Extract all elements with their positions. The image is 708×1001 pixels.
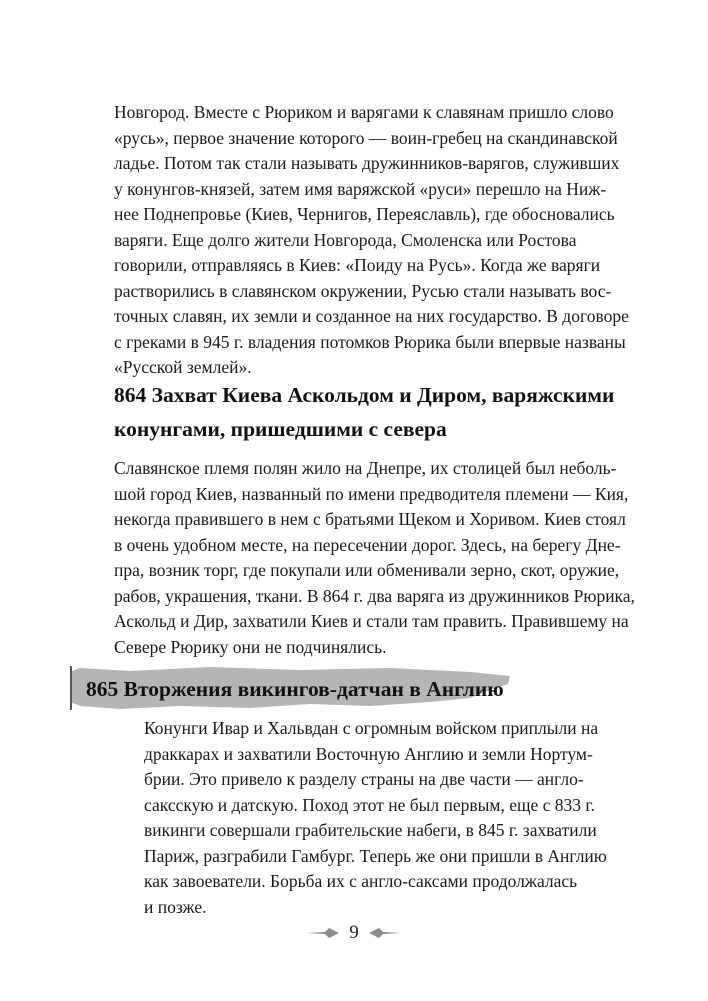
- section-864-paragraph: [114, 456, 635, 660]
- text-line: Новгород. Вместе с Рюриком и варягами к славянам пришло слово: [114, 102, 614, 122]
- text-line: саксскую и датскую. Поход этот не был первым, еще с 833 г.: [144, 794, 595, 815]
- intro-paragraph: [114, 100, 629, 381]
- text-line: Севере Рюрику они не подчинялись.: [114, 636, 387, 657]
- text-line: викинги совершали грабительские набеги, в 845 г. захватили: [144, 820, 597, 840]
- text-line: Конунги Ивар и Хальвдан с огромным войском приплыли на: [144, 718, 599, 738]
- text-line: «Русской землей».: [114, 357, 252, 377]
- right-ornament-icon: [369, 927, 401, 939]
- text-line: шой город Киев, названный по имени предводителя племени — Кия,: [114, 483, 629, 504]
- text-line: в очень удобном месте, на пересечении дорог. Здесь, на берегу Дне-: [114, 534, 621, 555]
- text-line: растворились в славянском окружении, Русью стали называть вос-: [114, 280, 612, 301]
- text-line: Аскольд и Дир, захватили Киев и стали там править. Правившему на: [114, 611, 629, 631]
- section-heading-864: [114, 378, 614, 446]
- section-heading-865-text: 865 Вторжения викингов-датчан в Англию: [86, 677, 504, 701]
- text-line: рабов, украшения, ткани. В 864 г. два варяга из дружинников Рюрика,: [114, 585, 635, 606]
- text-line: ладье. Потом так стали называть дружинников-варягов, служивших: [114, 153, 620, 173]
- text-line: драккарах и захватили Восточную Англию и земли Нортум-: [144, 743, 593, 764]
- text-line: и позже.: [144, 896, 207, 917]
- page-number: 9: [349, 922, 359, 943]
- text-line: Париж, разграбили Гамбург. Теперь же они пришли в Англию: [144, 845, 607, 866]
- section-heading-865: [70, 658, 570, 710]
- left-ornament-icon: [307, 927, 339, 939]
- text-line: «русь», первое значение которого — воин-гребец на скандинавской: [114, 127, 618, 148]
- text-line: у конунгов-князей, затем имя варяжской «руси» перешло на Ниж-: [114, 178, 607, 199]
- text-line: некогда правившего в нем с братьями Щеком и Хоривом. Киев стоял: [114, 509, 626, 529]
- text-line: Славянское племя полян жило на Днепре, их столицей был неболь-: [114, 458, 617, 478]
- text-line: пра, возник торг, где покупали или обменивали зерно, скот, оружие,: [114, 560, 620, 580]
- text-line: варяги. Еще долго жители Новгорода, Смоленска или Ростова: [114, 229, 577, 250]
- text-line: с греками в 945 г. владения потомков Рюрика были впервые названы: [114, 331, 626, 352]
- text-line: нее Поднепровье (Киев, Чернигов, Переяславль), где обосновались: [114, 204, 615, 224]
- section-865-paragraph: [144, 716, 607, 920]
- heading-line: 864 Захват Киева Аскольдом и Диром, варяжскими: [114, 383, 615, 407]
- text-line: говорили, отправляясь в Киев: «Поиду на Русь». Когда же варяги: [114, 255, 601, 275]
- heading-line: конунгами, пришедшими с севера: [114, 417, 447, 441]
- text-line: точных славян, их земли и созданное на них государство. В договоре: [114, 306, 629, 326]
- page-footer: [0, 918, 708, 948]
- text-line: как завоеватели. Борьба их с англо-саксами продолжалась: [144, 871, 578, 891]
- text-line: брии. Это привело к разделу страны на две части — англо-: [144, 769, 584, 789]
